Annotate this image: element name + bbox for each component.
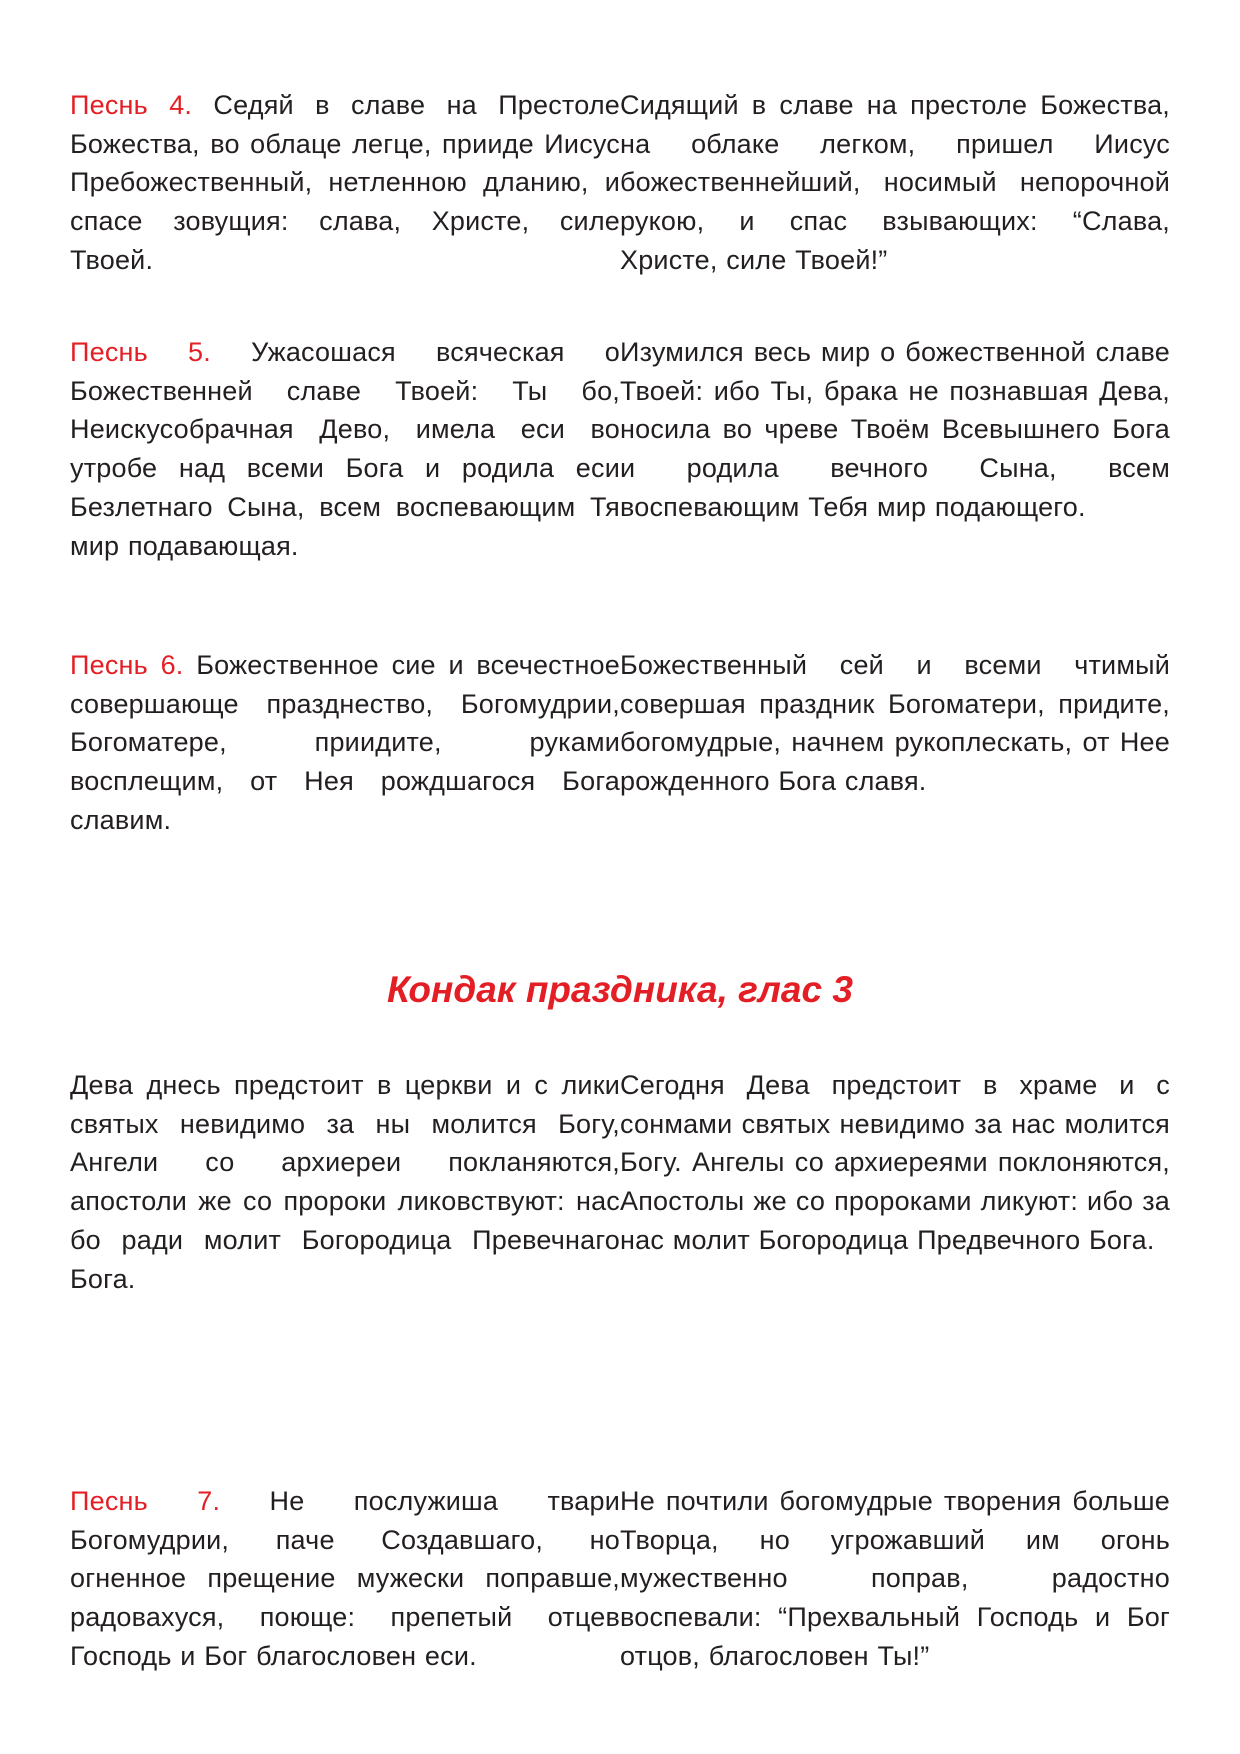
ode-7-church-slavonic (70, 1482, 620, 1676)
ode-4-label: Песнь 4. (70, 90, 214, 120)
ode-5-row (70, 333, 1170, 565)
ode-5-russian-text: Изумился весь мир о божественной славе Твоей: ибо Ты, брака не познавшая Дева, носила во чреве Твоём Всевышнего Бога и родила вечного Сына, всем воспевающим Тебя мир подающего. (620, 337, 1170, 522)
ode-4-slavonic-text: Седяй в славе на Престоле Божества, во облаце легце, прииде Иисус Пребожественный, нетленною дланию, и спасе зовущия: слава, Христе, силе Твоей. (70, 90, 620, 275)
ode-6-church-slavonic (70, 646, 620, 840)
ode-4-russian-text: Сидящий в славе на престоле Божества, на облаке легком, пришел Иисус божественнейший, носимый непорочной рукою, и спас взывающих: “Слава, Христе, силе Твоей!” (620, 90, 1170, 275)
ode-6-slavonic-text: Божественное сие и всечестное совершающе празднество, Богомудрии, Богоматере, приидите, руками восплещим, от Нея рождшагося Бога славим. (70, 650, 620, 835)
kontakion-russian (620, 1066, 1170, 1298)
ode-5-label: Песнь 5. (70, 337, 252, 367)
kontakion-slavonic-text: Дева днесь предстоит в церкви и с лики святых невидимо за ны молится Богу, Ангели со архиереи покланяются, апостоли же со пророки ликовствуют: нас бо ради молит Богородица Превечнаго Бога. (70, 1070, 620, 1294)
ode-6-row (70, 646, 1170, 840)
kontakion-russian-text: Сегодня Дева предстоит в храме и с сонмами святых невидимо за нас молится Богу. Ангелы со архиереями поклоняются, Апостолы же со пророками ликуют: ибо за нас молит Богородица Предвечного Бога. (620, 1070, 1170, 1255)
ode-4-church-slavonic (70, 86, 620, 280)
ode-6-russian-text: Божественный сей и всеми чтимый совершая праздник Богоматери, придите, богомудрые, начнем рукоплескать, от Нее рожденного Бога славя. (620, 650, 1170, 797)
ode-7-label: Песнь 7. (70, 1486, 270, 1516)
ode-6-russian (620, 646, 1170, 840)
ode-5-church-slavonic (70, 333, 620, 565)
ode-7-row (70, 1482, 1170, 1676)
ode-6-label: Песнь 6. (70, 650, 197, 680)
ode-4-russian (620, 86, 1170, 280)
ode-7-russian (620, 1482, 1170, 1676)
kontakion-church-slavonic (70, 1066, 620, 1298)
ode-5-slavonic-text: Ужасошася всяческая о Божественней славе Твоей: Ты бо, Неискусобрачная Дево, имела еси во утробе над всеми Бога и родила еси Безлетнаго Сына, всем воспевающим Тя мир подавающая. (70, 337, 620, 561)
ode-5-russian (620, 333, 1170, 565)
ode-4-row (70, 86, 1170, 280)
kontakion-row (70, 1066, 1170, 1298)
ode-7-russian-text: Не почтили богомудрые творения больше Творца, но угрожавший им огонь мужественно поправ, радостно воспевали: “Прехвальный Господь и Бог отцов, благословен Ты!” (620, 1486, 1170, 1671)
kontakion-heading: Кондак праздника, глас 3 (387, 969, 853, 1010)
ode-7-slavonic-text: Не послужиша твари Богомудрии, паче Создавшаго, но огненное прещение мужески поправше, радовахуся, поюще: препетый отцев Господь и Бог благословен еси. (70, 1486, 620, 1671)
